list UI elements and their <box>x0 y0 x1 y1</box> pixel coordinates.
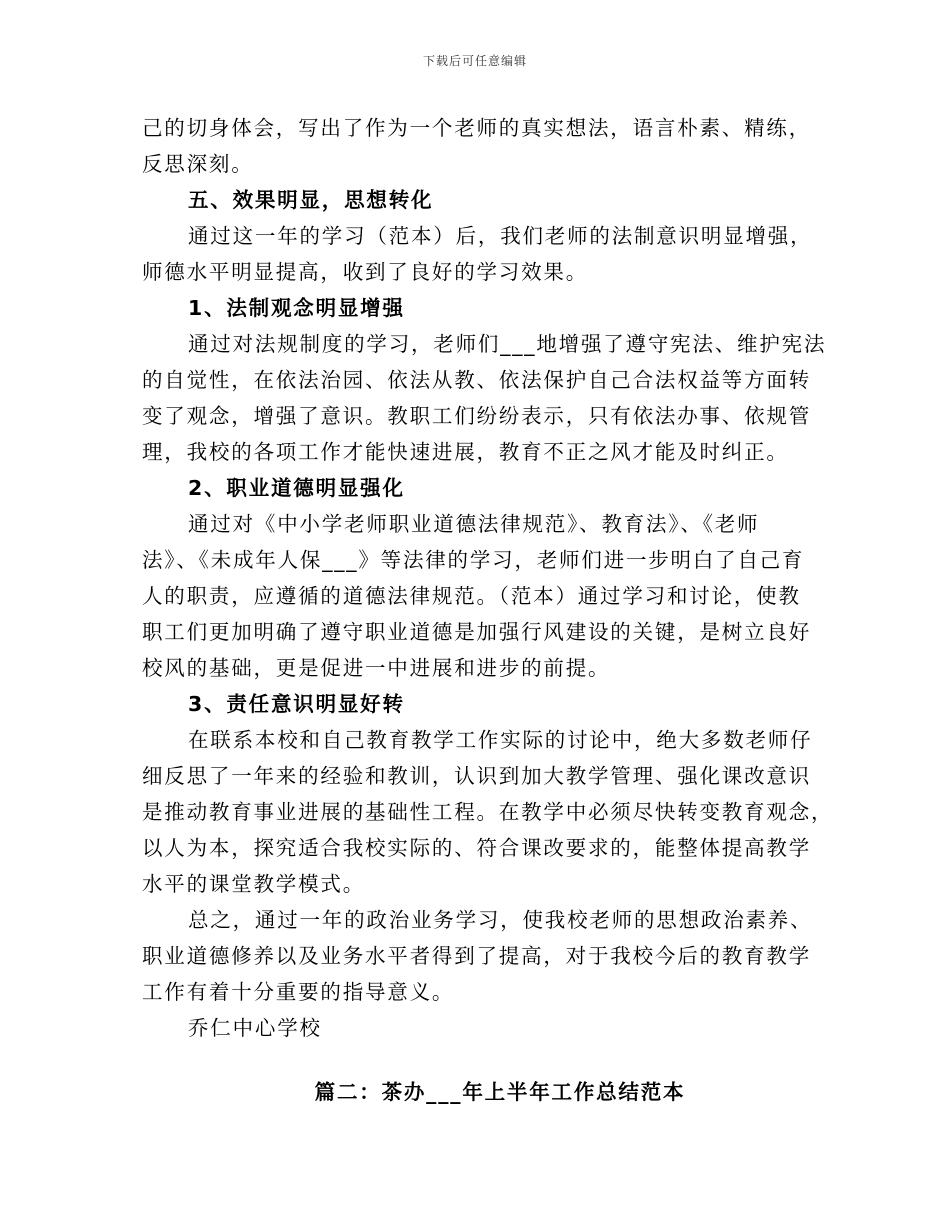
signature-line: 乔仁中心学校 <box>188 1016 322 1040</box>
section-heading: 五、效果明显，思想转化 <box>188 188 434 212</box>
text-line: 人的职责，应遵循的道德法律规范。（范本）通过学习和讨论，使教 <box>142 584 801 608</box>
text-line: 职业道德修养以及业务水平者得到了提高，对于我校今后的教育教学 <box>142 944 811 968</box>
paragraph-start: 通过这一年的学习（范本）后，我们老师的法制意识明显增强， <box>188 224 813 248</box>
text-line: 是推动教育事业进展的基础性工程。在教学中必须尽快转变教育观念， <box>142 800 834 824</box>
text-line: 水平的课堂教学模式。 <box>142 872 365 896</box>
paragraph-start: 总之，通过一年的政治业务学习，使我校老师的思想政治素养、 <box>188 908 813 932</box>
text-line: 师德水平明显提高，收到了良好的学习效果。 <box>142 260 588 284</box>
text-line: 理，我校的各项工作才能快速进展，教育不正之风才能及时纠正。 <box>142 440 789 464</box>
text-line: 法》、《未成年人保___》等法律的学习，老师们进一步明白了自己育 <box>142 548 805 572</box>
subsection-heading: 2、职业道德明显强化 <box>188 476 405 500</box>
text-line: 以人为本，探究适合我校实际的、符合课改要求的，能整体提高教学 <box>142 836 811 860</box>
subsection-heading: 1、法制观念明显增强 <box>188 296 405 320</box>
text-line: 细反思了一年来的经验和教训，认识到加大教学管理、强化课改意识 <box>142 764 811 788</box>
text-line: 职工们更加明确了遵守职业道德是加强行风建设的关键，是树立良好 <box>142 620 811 644</box>
text-line: 反思深刻。 <box>142 152 254 176</box>
page-header: 下载后可任意编辑 <box>422 54 527 68</box>
subsection-heading: 3、责任意识明显好转 <box>188 692 405 716</box>
document-body <box>142 110 834 1110</box>
section-title: 篇二：茶办___年上半年工作总结范本 <box>314 1080 686 1104</box>
text-line: 的自觉性，在依法治园、依法从教、依法保护自己合法权益等方面转 <box>142 368 811 392</box>
text-line: 己的切身体会，写出了作为一个老师的真实想法，语言朴素、精练， <box>142 116 811 140</box>
paragraph-start: 通过对《中小学老师职业道德法律规范》、教育法》、《老师 <box>188 512 760 536</box>
text-line: 校风的基础，更是促进一中进展和进步的前提。 <box>142 656 611 680</box>
paragraph-start: 在联系本校和自己教育教学工作实际的讨论中，绝大多数老师仔 <box>188 728 813 752</box>
paragraph-start: 通过对法规制度的学习，老师们___地增强了遵守宪法、维护宪法 <box>188 332 827 356</box>
text-line: 变了观念，增强了意识。教职工们纷纷表示，只有依法办事、依规管 <box>142 404 811 428</box>
text-line: 工作有着十分重要的指导意义。 <box>142 980 455 1004</box>
